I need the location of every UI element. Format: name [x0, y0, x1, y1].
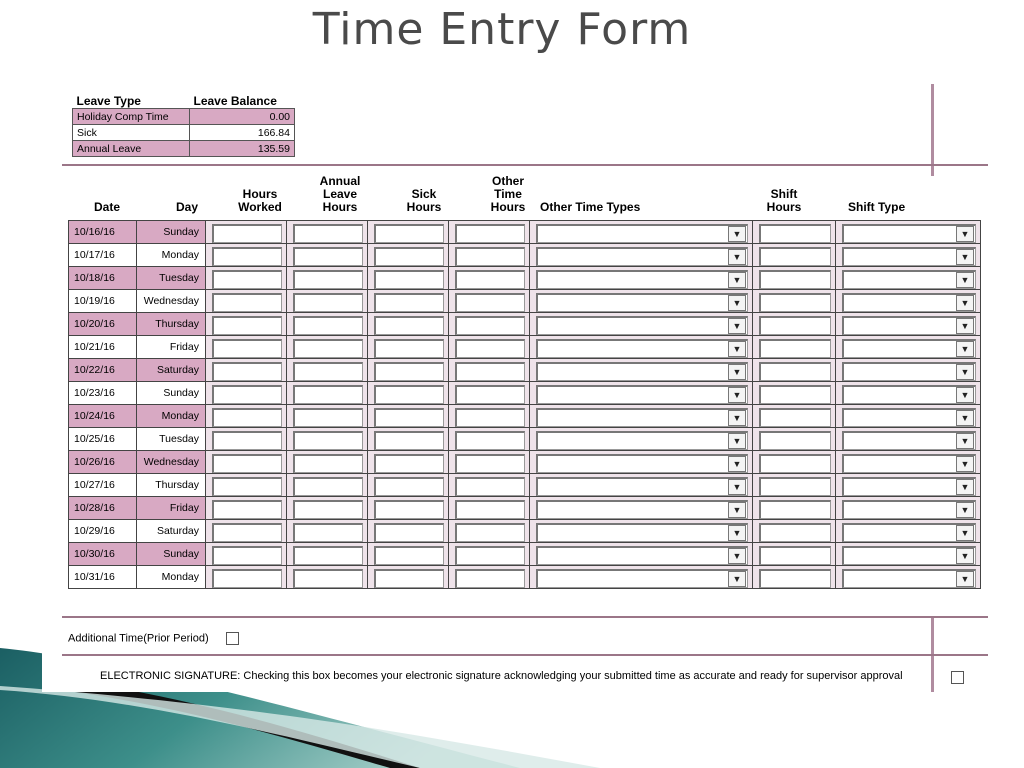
shift-hours-input[interactable] [759, 454, 831, 473]
table-row [69, 267, 981, 290]
other-time-hours-input[interactable] [455, 247, 525, 266]
other-time-hours-input[interactable] [455, 523, 525, 542]
day-cell: Tuesday [137, 428, 206, 451]
chevron-down-icon[interactable]: ▼ [728, 571, 746, 587]
date-cell: 10/19/16 [69, 290, 137, 313]
shift-hours-input[interactable] [759, 569, 831, 588]
shift-type-select[interactable] [842, 523, 976, 542]
other-time-types-select[interactable] [536, 385, 748, 404]
leave-type: Holiday Comp Time [73, 109, 190, 125]
shift-type-select[interactable] [842, 454, 976, 473]
chevron-down-icon[interactable]: ▼ [956, 433, 974, 449]
annual-leave-hours-input[interactable] [293, 247, 363, 266]
day-cell: Tuesday [137, 267, 206, 290]
shift-type-select[interactable] [842, 247, 976, 266]
chevron-down-icon[interactable]: ▼ [728, 341, 746, 357]
date-cell: 10/26/16 [69, 451, 137, 474]
date-cell: 10/17/16 [69, 244, 137, 267]
sick-hours-input[interactable] [374, 569, 444, 588]
annual-leave-hours-input[interactable] [293, 500, 363, 519]
vertical-divider [931, 84, 934, 176]
section-separator [62, 616, 988, 618]
sick-hours-input[interactable] [374, 270, 444, 289]
chevron-down-icon[interactable]: ▼ [956, 387, 974, 403]
annual-leave-hours-input[interactable] [293, 316, 363, 335]
day-cell: Monday [137, 244, 206, 267]
shift-type-select[interactable] [842, 362, 976, 381]
annual-leave-hours-input[interactable] [293, 477, 363, 496]
chevron-down-icon[interactable]: ▼ [728, 387, 746, 403]
table-row [69, 336, 981, 359]
table-row [69, 428, 981, 451]
sick-hours-input[interactable] [374, 431, 444, 450]
other-time-types-select[interactable] [536, 477, 748, 496]
shift-type-select[interactable] [842, 431, 976, 450]
table-row [69, 566, 981, 589]
hours-worked-header: Hours Worked [238, 187, 282, 214]
leave-balance: 135.59 [190, 141, 295, 157]
sick-hours-input[interactable] [374, 477, 444, 496]
chevron-down-icon[interactable]: ▼ [956, 341, 974, 357]
sick-hours-input[interactable] [374, 224, 444, 243]
day-cell: Wednesday [137, 451, 206, 474]
shift-type-select[interactable] [842, 500, 976, 519]
other-time-hours-input[interactable] [455, 569, 525, 588]
chevron-down-icon[interactable]: ▼ [956, 502, 974, 518]
other-time-types-select[interactable] [536, 293, 748, 312]
chevron-down-icon[interactable]: ▼ [728, 502, 746, 518]
other-time-types-select[interactable] [536, 408, 748, 427]
additional-time-label: Additional Time(Prior Period) [68, 632, 209, 645]
other-time-hours-input[interactable] [455, 454, 525, 473]
other-time-types-select[interactable] [536, 523, 748, 542]
shift-type-select[interactable] [842, 569, 976, 588]
shift-type-select[interactable] [842, 385, 976, 404]
chevron-down-icon[interactable]: ▼ [728, 226, 746, 242]
date-cell: 10/23/16 [69, 382, 137, 405]
shift-hours-input[interactable] [759, 316, 831, 335]
hours-worked-input[interactable] [212, 431, 282, 450]
other-time-types-select[interactable] [536, 362, 748, 381]
table-row [69, 405, 981, 428]
chevron-down-icon[interactable]: ▼ [956, 571, 974, 587]
annual-leave-hours-input[interactable] [293, 454, 363, 473]
date-header: Date [93, 200, 120, 214]
annual-leave-hours-input[interactable] [293, 224, 363, 243]
hours-worked-input[interactable] [212, 477, 282, 496]
date-cell: 10/28/16 [69, 497, 137, 520]
day-cell: Saturday [137, 520, 206, 543]
date-cell: 10/24/16 [69, 405, 137, 428]
shift-hours-header: Shift Hours [766, 187, 802, 214]
shift-type-select[interactable] [842, 339, 976, 358]
annual-leave-hours-input[interactable] [293, 523, 363, 542]
other-time-types-select[interactable] [536, 500, 748, 519]
other-time-hours-input[interactable] [455, 477, 525, 496]
other-time-hours-input[interactable] [455, 385, 525, 404]
chevron-down-icon[interactable]: ▼ [956, 272, 974, 288]
chevron-down-icon[interactable]: ▼ [956, 479, 974, 495]
shift-type-header: Shift Type [848, 200, 906, 214]
annual-leave-hours-input[interactable] [293, 339, 363, 358]
day-cell: Monday [137, 566, 206, 589]
day-cell: Wednesday [137, 290, 206, 313]
chevron-down-icon[interactable]: ▼ [728, 548, 746, 564]
shift-hours-input[interactable] [759, 293, 831, 312]
shift-type-select[interactable] [842, 293, 976, 312]
table-row [69, 359, 981, 382]
date-cell: 10/29/16 [69, 520, 137, 543]
day-header: Day [175, 200, 198, 214]
day-cell: Sunday [137, 382, 206, 405]
shift-hours-input[interactable] [759, 500, 831, 519]
section-separator [62, 654, 988, 656]
date-cell: 10/25/16 [69, 428, 137, 451]
chevron-down-icon[interactable]: ▼ [956, 456, 974, 472]
chevron-down-icon[interactable]: ▼ [728, 272, 746, 288]
additional-time-row [68, 632, 239, 645]
table-row [69, 221, 981, 244]
other-time-hours-input[interactable] [455, 224, 525, 243]
table-row [69, 451, 981, 474]
chevron-down-icon[interactable]: ▼ [956, 410, 974, 426]
annual-leave-header: Annual Leave Hours [319, 174, 361, 214]
chevron-down-icon[interactable]: ▼ [728, 295, 746, 311]
chevron-down-icon[interactable]: ▼ [956, 295, 974, 311]
date-cell: 10/31/16 [69, 566, 137, 589]
shift-hours-input[interactable] [759, 362, 831, 381]
other-time-types-select[interactable] [536, 270, 748, 289]
date-cell: 10/18/16 [69, 267, 137, 290]
day-cell: Friday [137, 497, 206, 520]
other-time-hours-input[interactable] [455, 293, 525, 312]
hours-worked-input[interactable] [212, 224, 282, 243]
slide-title: Time Entry Form [312, 4, 692, 55]
day-cell: Friday [137, 336, 206, 359]
day-cell: Thursday [137, 313, 206, 336]
leave-type: Sick [73, 125, 190, 141]
chevron-down-icon[interactable]: ▼ [728, 410, 746, 426]
time-entry-form [42, 84, 988, 692]
chevron-down-icon[interactable]: ▼ [956, 249, 974, 265]
section-separator [62, 164, 988, 166]
leave-balance-table [72, 94, 295, 157]
sick-hours-header: Sick Hours [406, 187, 442, 214]
day-cell: Saturday [137, 359, 206, 382]
day-cell: Sunday [137, 221, 206, 244]
leave-balance: 0.00 [190, 109, 295, 125]
date-cell: 10/21/16 [69, 336, 137, 359]
sick-hours-input[interactable] [374, 408, 444, 427]
hours-worked-input[interactable] [212, 385, 282, 404]
leave-row [73, 109, 295, 125]
shift-type-select[interactable] [842, 316, 976, 335]
hours-worked-input[interactable] [212, 362, 282, 381]
annual-leave-hours-input[interactable] [293, 293, 363, 312]
chevron-down-icon[interactable]: ▼ [728, 479, 746, 495]
shift-hours-input[interactable] [759, 247, 831, 266]
other-time-types-select[interactable] [536, 546, 748, 565]
table-row [69, 543, 981, 566]
shift-hours-input[interactable] [759, 431, 831, 450]
hours-worked-input[interactable] [212, 569, 282, 588]
chevron-down-icon[interactable]: ▼ [956, 525, 974, 541]
table-row [69, 244, 981, 267]
shift-type-select[interactable] [842, 546, 976, 565]
table-row [69, 290, 981, 313]
hours-worked-input[interactable] [212, 408, 282, 427]
other-time-hours-input[interactable] [455, 339, 525, 358]
chevron-down-icon[interactable]: ▼ [728, 364, 746, 380]
other-time-hours-input[interactable] [455, 500, 525, 519]
sick-hours-input[interactable] [374, 500, 444, 519]
other-time-types-header: Other Time Types [540, 200, 641, 214]
table-row [69, 313, 981, 336]
shift-hours-input[interactable] [759, 523, 831, 542]
hours-worked-input[interactable] [212, 247, 282, 266]
leave-balance-header: Leave Balance [193, 94, 277, 108]
sick-hours-input[interactable] [374, 362, 444, 381]
other-time-hours-input[interactable] [455, 408, 525, 427]
leave-type-header: Leave Type [76, 94, 141, 108]
chevron-down-icon[interactable]: ▼ [956, 318, 974, 334]
annual-leave-hours-input[interactable] [293, 569, 363, 588]
date-cell: 10/20/16 [69, 313, 137, 336]
chevron-down-icon[interactable]: ▼ [956, 226, 974, 242]
hours-worked-input[interactable] [212, 454, 282, 473]
sick-hours-input[interactable] [374, 385, 444, 404]
other-time-types-select[interactable] [536, 569, 748, 588]
shift-hours-input[interactable] [759, 408, 831, 427]
other-time-types-select[interactable] [536, 431, 748, 450]
chevron-down-icon[interactable]: ▼ [728, 525, 746, 541]
other-time-hours-input[interactable] [455, 546, 525, 565]
hours-worked-input[interactable] [212, 293, 282, 312]
additional-time-checkbox[interactable] [226, 632, 239, 645]
electronic-signature-label: ELECTRONIC SIGNATURE: Checking this box becomes your electronic signature acknowledging your submitted time as accurate and ready for supervisor approval [100, 670, 903, 682]
shift-type-select[interactable] [842, 270, 976, 289]
electronic-signature-checkbox[interactable] [951, 671, 964, 684]
sick-hours-input[interactable] [374, 316, 444, 335]
shift-type-select[interactable] [842, 477, 976, 496]
other-time-hours-input[interactable] [455, 316, 525, 335]
sick-hours-input[interactable] [374, 293, 444, 312]
leave-balance: 166.84 [190, 125, 295, 141]
sick-hours-input[interactable] [374, 546, 444, 565]
chevron-down-icon[interactable]: ▼ [728, 433, 746, 449]
hours-worked-input[interactable] [212, 523, 282, 542]
day-cell: Thursday [137, 474, 206, 497]
shift-hours-input[interactable] [759, 546, 831, 565]
other-time-types-select[interactable] [536, 224, 748, 243]
other-time-types-select[interactable] [536, 316, 748, 335]
other-time-types-select[interactable] [536, 247, 748, 266]
grid-header [62, 176, 988, 220]
sick-hours-input[interactable] [374, 454, 444, 473]
annual-leave-hours-input[interactable] [293, 270, 363, 289]
annual-leave-hours-input[interactable] [293, 362, 363, 381]
shift-hours-input[interactable] [759, 270, 831, 289]
other-time-hours-input[interactable] [455, 362, 525, 381]
annual-leave-hours-input[interactable] [293, 408, 363, 427]
shift-hours-input[interactable] [759, 339, 831, 358]
date-cell: 10/16/16 [69, 221, 137, 244]
sick-hours-input[interactable] [374, 339, 444, 358]
other-time-hours-input[interactable] [455, 270, 525, 289]
sick-hours-input[interactable] [374, 523, 444, 542]
hours-worked-input[interactable] [212, 316, 282, 335]
date-cell: 10/22/16 [69, 359, 137, 382]
other-time-hours-input[interactable] [455, 431, 525, 450]
other-time-types-select[interactable] [536, 454, 748, 473]
hours-worked-input[interactable] [212, 500, 282, 519]
shift-hours-input[interactable] [759, 385, 831, 404]
annual-leave-hours-input[interactable] [293, 385, 363, 404]
day-cell: Sunday [137, 543, 206, 566]
leave-type: Annual Leave [73, 141, 190, 157]
chevron-down-icon[interactable]: ▼ [956, 364, 974, 380]
date-cell: 10/30/16 [69, 543, 137, 566]
table-row [69, 382, 981, 405]
hours-worked-input[interactable] [212, 546, 282, 565]
hours-worked-input[interactable] [212, 339, 282, 358]
leave-row [73, 125, 295, 141]
table-row [69, 520, 981, 543]
shift-type-select[interactable] [842, 224, 976, 243]
shift-type-select[interactable] [842, 408, 976, 427]
day-cell: Monday [137, 405, 206, 428]
annual-leave-hours-input[interactable] [293, 546, 363, 565]
other-time-hours-header: Other Time Hours [490, 174, 526, 214]
table-row [69, 497, 981, 520]
date-cell: 10/27/16 [69, 474, 137, 497]
chevron-down-icon[interactable]: ▼ [728, 456, 746, 472]
hours-worked-input[interactable] [212, 270, 282, 289]
table-row [69, 474, 981, 497]
chevron-down-icon[interactable]: ▼ [728, 249, 746, 265]
annual-leave-hours-input[interactable] [293, 431, 363, 450]
sick-hours-input[interactable] [374, 247, 444, 266]
leave-row [73, 141, 295, 157]
chevron-down-icon[interactable]: ▼ [728, 318, 746, 334]
shift-hours-input[interactable] [759, 224, 831, 243]
electronic-signature-row [100, 670, 980, 682]
chevron-down-icon[interactable]: ▼ [956, 548, 974, 564]
other-time-types-select[interactable] [536, 339, 748, 358]
time-entry-grid [68, 220, 981, 589]
shift-hours-input[interactable] [759, 477, 831, 496]
